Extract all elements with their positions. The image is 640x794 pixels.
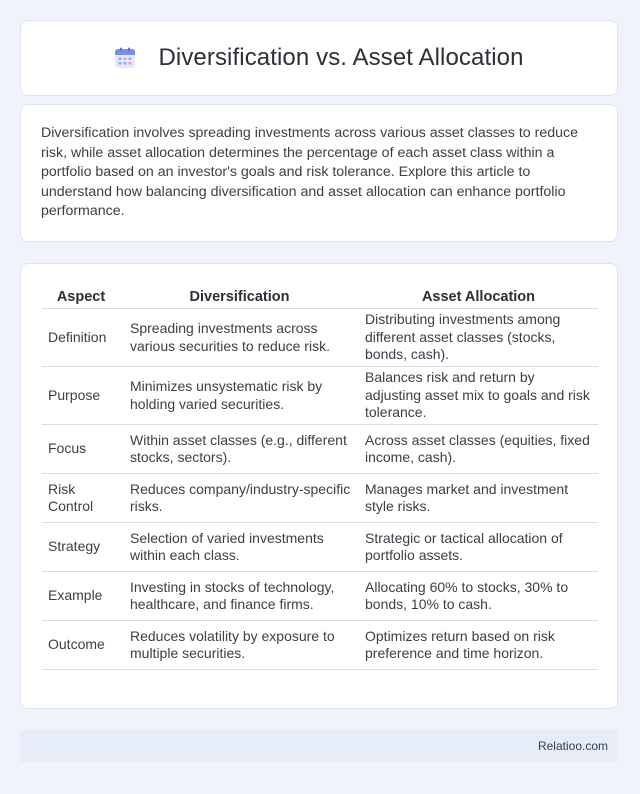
row-diversification: Investing in stocks of technology, healthcare, and finance firms. [120,572,359,621]
row-allocation: Allocating 60% to stocks, 30% to bonds, 10% to cash. [359,572,598,621]
header-card [20,20,618,96]
header-aspect: Aspect [42,286,120,309]
calendar-icon [114,47,136,69]
row-diversification: Selection of varied investments within each class. [120,523,359,572]
row-allocation: Distributing investments among different asset classes (stocks, bonds, cash). [359,309,598,367]
row-aspect: Example [42,572,120,621]
row-aspect: Outcome [42,621,120,670]
table-row [42,523,598,572]
row-aspect: Risk Control [42,474,120,523]
table-header-row [42,286,598,309]
row-aspect: Focus [42,425,120,474]
row-diversification: Reduces company/industry-specific risks. [120,474,359,523]
comparison-table-card [20,263,618,709]
footer-brand-link[interactable]: Relatioo.com [537,739,608,753]
header-asset-allocation: Asset Allocation [359,286,598,309]
row-aspect: Definition [42,309,120,367]
title-wrap [114,44,523,72]
table-row [42,621,598,670]
row-aspect: Purpose [42,367,120,425]
table-row [42,572,598,621]
row-diversification: Reduces volatility by exposure to multiple securities. [120,621,359,670]
row-allocation: Optimizes return based on risk preference and time horizon. [359,621,598,670]
row-diversification: Within asset classes (e.g., different stocks, sectors). [120,425,359,474]
row-diversification: Minimizes unsystematic risk by holding varied securities. [120,367,359,425]
footer [20,730,618,762]
comparison-table [42,286,598,670]
row-allocation: Manages market and investment style risks. [359,474,598,523]
row-allocation: Balances risk and return by adjusting asset mix to goals and risk tolerance. [359,367,598,425]
intro-text: Diversification involves spreading investments across various asset classes to reduce risk, while asset allocation determines the percentage of each asset class within a portfolio based on an investor's goals and risk tolerance. Explore this article to understand how balancing diversification and asset allocation can enhance portfolio performance. [41,125,578,220]
table-row [42,425,598,474]
intro-card [20,104,618,242]
row-aspect: Strategy [42,523,120,572]
header-diversification: Diversification [120,286,359,309]
table-row [42,367,598,425]
row-allocation: Across asset classes (equities, fixed income, cash). [359,425,598,474]
table-row [42,309,598,367]
table-row [42,474,598,523]
page-title: Diversification vs. Asset Allocation [158,44,524,71]
row-allocation: Strategic or tactical allocation of portfolio assets. [359,523,598,572]
row-diversification: Spreading investments across various securities to reduce risk. [120,309,359,367]
